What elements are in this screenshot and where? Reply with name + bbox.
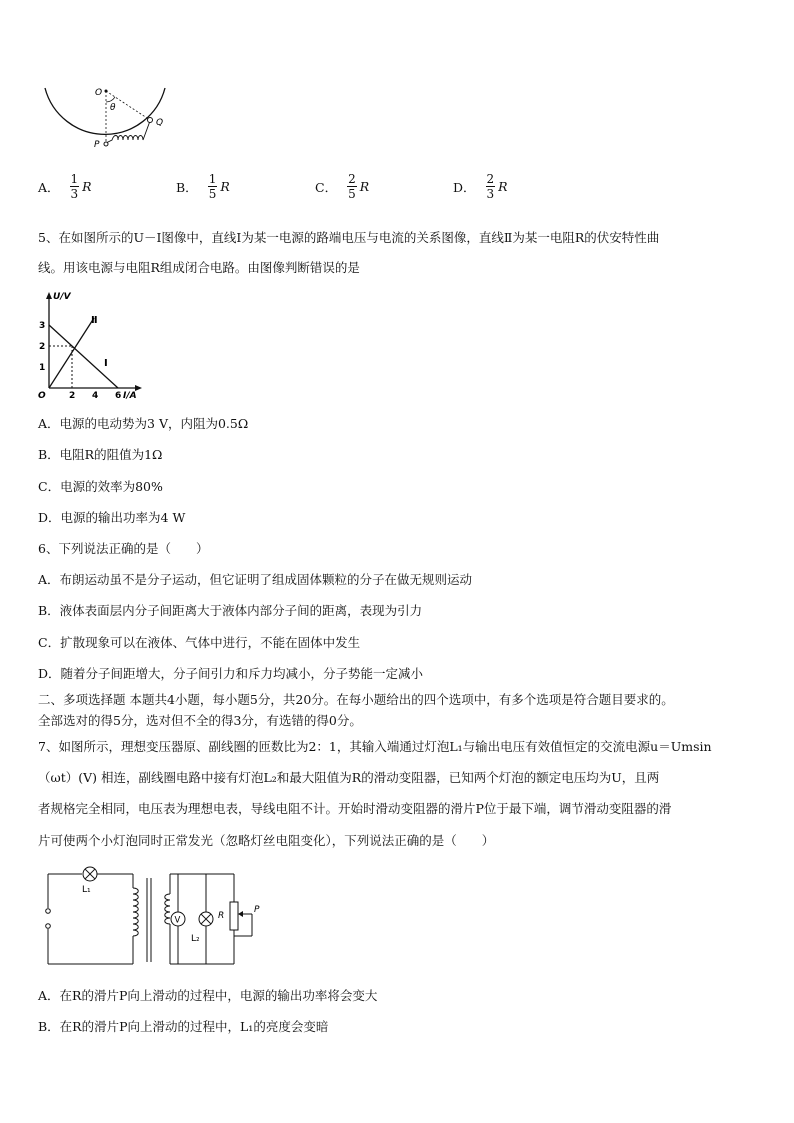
q5-stem-line2: 线。用该电源与电阻R组成闭合电路。由图像判断错误的是 xyxy=(38,260,360,275)
section2-heading-line2: 全部选对的得5分，选对但不全的得3分，有选错的得0分。 xyxy=(38,713,362,728)
q7-circuit xyxy=(40,860,275,972)
theta-arc xyxy=(106,97,115,102)
secondary-coil xyxy=(165,894,170,924)
q5-option-a[interactable]: A．电源的电动势为3 V，内阻为0.5Ω xyxy=(38,416,249,431)
input-terminal-top xyxy=(46,909,51,914)
section2-heading-line1: 二、多项选择题 本题共4小题，每小题5分，共20分。在每小题给出的四个选项中，有多个选项是符合题目要求的。 xyxy=(38,692,674,707)
y-axis-label: U/V xyxy=(53,292,71,302)
label-l1: L₁ xyxy=(82,885,91,895)
slider-arrow-head xyxy=(238,911,243,917)
y-axis-arrow xyxy=(46,292,52,299)
q5-option-c[interactable]: C．电源的效率为80% xyxy=(38,479,163,494)
y-tick-1: 1 xyxy=(39,363,46,373)
voltmeter-symbol: V xyxy=(174,915,181,926)
label-p: P xyxy=(94,140,100,150)
q5-stem-line1: 5、在如图所示的U－I图像中，直线Ⅰ为某一电源的路端电压与电流的关系图像，直线Ⅱ为某一电阻R的伏安特性曲 xyxy=(38,230,660,245)
q5-option-b[interactable]: B．电阻R的阻值为1Ω xyxy=(38,447,163,462)
label-r: R xyxy=(218,911,225,921)
y-tick-3: 3 xyxy=(39,321,46,331)
x-axis-label: I/A xyxy=(123,391,137,401)
input-terminal-bottom xyxy=(46,924,51,929)
q4-option-a[interactable]: A． $\frac{1}{3}$ R xyxy=(38,172,92,201)
y-tick-2: 2 xyxy=(39,342,46,352)
spring-coil xyxy=(106,121,150,143)
label-theta: θ xyxy=(110,103,116,113)
line-i-label: Ⅰ xyxy=(104,358,108,369)
q7-stem-line1: 7、如图所示，理想变压器原、副线圈的匝数比为2：1，其输入端通过灯泡L₁与输出电压有效值恒定的交流电源u＝Umsin xyxy=(38,739,712,754)
line-ii-label: Ⅱ xyxy=(91,315,98,326)
q4-option-c[interactable]: C． $\frac{2}{5}$ R xyxy=(315,172,370,201)
q4-figure xyxy=(40,80,175,155)
q4-option-b[interactable]: B． $\frac{1}{5}$ R xyxy=(176,172,230,201)
q5-option-d[interactable]: D．电源的输出功率为4 W xyxy=(38,510,186,525)
bowl-arc xyxy=(45,88,165,134)
q5-ui-graph xyxy=(34,288,144,403)
q6-option-c[interactable]: C．扩散现象可以在液体、气体中进行，不能在固体中发生 xyxy=(38,635,361,650)
q7-stem-line3: 者规格完全相同，电压表为理想电表，导线电阻不计。开始时滑动变阻器的滑片P位于最下端，调节滑动变阻器的滑 xyxy=(38,801,672,816)
origin-label: O xyxy=(38,391,46,401)
point-p xyxy=(104,142,108,146)
x-tick-6: 6 xyxy=(115,391,122,401)
q6-option-d[interactable]: D．随着分子间距增大，分子间引力和斥力均减小，分子势能一定减小 xyxy=(38,666,424,681)
q4-options xyxy=(38,172,638,212)
q7-option-a[interactable]: A．在R的滑片P向上滑动的过程中，电源的输出功率将会变大 xyxy=(38,988,378,1003)
q6-option-b[interactable]: B．液体表面层内分子间距离大于液体内部分子间的距离，表现为引力 xyxy=(38,603,423,618)
x-tick-4: 4 xyxy=(92,391,99,401)
label-q: Q xyxy=(156,118,164,128)
rheostat-r xyxy=(230,902,238,930)
label-p: P xyxy=(254,905,260,915)
q7-stem-line2: （ωt）(V) 相连，副线圈电路中接有灯泡L₂和最大阻值为R的滑动变阻器，已知两个灯泡的额定电压均为U，且两 xyxy=(38,770,660,785)
q4-option-d[interactable]: D． $\frac{2}{3}$ R xyxy=(453,172,508,201)
q7-stem-line4: 片可使两个小灯泡同时正常发光（忽略灯丝电阻变化），下列说法正确的是（ ） xyxy=(38,833,495,848)
q6-stem: 6、下列说法正确的是（ ） xyxy=(38,541,209,556)
label-l2: L₂ xyxy=(191,934,200,944)
q7-option-b[interactable]: B．在R的滑片P向上滑动的过程中，L₁的亮度会变暗 xyxy=(38,1019,329,1034)
q6-option-a[interactable]: A．布朗运动虽不是分子运动，但它证明了组成固体颗粒的分子在做无规则运动 xyxy=(38,572,473,587)
primary-coil xyxy=(133,888,138,936)
ball-q xyxy=(148,118,153,123)
x-tick-2: 2 xyxy=(69,391,76,401)
label-o: O xyxy=(95,88,103,98)
line-ii xyxy=(49,318,94,388)
